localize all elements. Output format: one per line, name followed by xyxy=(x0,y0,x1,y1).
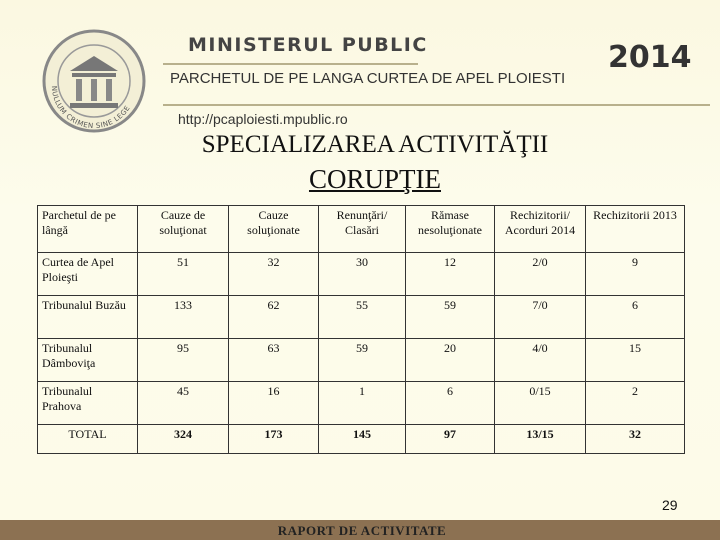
table-row xyxy=(38,382,685,425)
table-cell: 20 xyxy=(406,339,495,382)
slide-title-line2: CORUPŢIE xyxy=(308,164,441,194)
table-cell: 324 xyxy=(138,425,229,454)
table-cell: Curtea de Apel Ploieşti xyxy=(38,253,138,296)
table-cell: 2 xyxy=(586,382,685,425)
footer-title: RAPORT DE ACTIVITATE xyxy=(277,523,447,538)
table-header-row xyxy=(38,206,685,253)
table-cell: Tribunalul Buzău xyxy=(38,296,138,339)
corruption-statistics-table xyxy=(37,205,685,454)
table-cell: 1 xyxy=(319,382,406,425)
header-cell: Parchetul de pe lângă xyxy=(38,206,138,253)
table-cell: 173 xyxy=(229,425,319,454)
table-row xyxy=(38,339,685,382)
table-cell: 4/0 xyxy=(495,339,586,382)
page-number: 29 xyxy=(662,497,678,513)
ministry-logo-icon xyxy=(40,26,148,136)
report-year: 2014 xyxy=(608,40,692,75)
table-cell: 12 xyxy=(406,253,495,296)
table-cell: 7/0 xyxy=(495,296,586,339)
header-divider-mid xyxy=(163,104,710,106)
table-cell: 16 xyxy=(229,382,319,425)
svg-text:NULLUM CRIMEN SINE LEGE: NULLUM CRIMEN SINE LEGE xyxy=(49,85,132,131)
parchet-name: PARCHETUL DE PE LANGA CURTEA DE APEL PLOIESTI xyxy=(170,70,566,87)
header-cell: Cauze soluţionate xyxy=(229,206,319,253)
table-row xyxy=(38,296,685,339)
header-cell: Rechizitorii 2013 xyxy=(586,206,685,253)
table-cell: Tribunalul Prahova xyxy=(38,382,138,425)
table-cell: 2/0 xyxy=(495,253,586,296)
header-cell: Cauze de soluţionat xyxy=(138,206,229,253)
website-link[interactable]: http://pcaploiesti.mpublic.ro xyxy=(178,111,348,127)
table-cell: 13/15 xyxy=(495,425,586,454)
table-cell: 51 xyxy=(138,253,229,296)
table-cell: 30 xyxy=(319,253,406,296)
table-cell: Tribunalul Dâmboviţa xyxy=(38,339,138,382)
table-cell: 9 xyxy=(586,253,685,296)
table-cell: 97 xyxy=(406,425,495,454)
table-cell: 59 xyxy=(319,339,406,382)
table-cell: 55 xyxy=(319,296,406,339)
ministry-name: MINISTERUL PUBLIC xyxy=(188,34,428,56)
header-cell: Rămase nesoluţionate xyxy=(406,206,495,253)
table-row xyxy=(38,253,685,296)
table-cell: 62 xyxy=(229,296,319,339)
table-cell: 45 xyxy=(138,382,229,425)
table-cell: 15 xyxy=(586,339,685,382)
table-cell: TOTAL xyxy=(38,425,138,454)
table-total-row xyxy=(38,425,685,454)
slide-title-line1: SPECIALIZAREA ACTIVITĂŢII xyxy=(201,131,549,158)
header-cell: Rechizitorii/ Acorduri 2014 xyxy=(495,206,586,253)
header-cell: Renunţări/ Clasări xyxy=(319,206,406,253)
table-cell: 59 xyxy=(406,296,495,339)
table-cell: 6 xyxy=(586,296,685,339)
table-cell: 6 xyxy=(406,382,495,425)
table-cell: 145 xyxy=(319,425,406,454)
header-divider-top xyxy=(163,63,418,65)
table-cell: 133 xyxy=(138,296,229,339)
table-cell: 63 xyxy=(229,339,319,382)
table-cell: 95 xyxy=(138,339,229,382)
table-cell: 32 xyxy=(586,425,685,454)
table-cell: 0/15 xyxy=(495,382,586,425)
table-cell: 32 xyxy=(229,253,319,296)
